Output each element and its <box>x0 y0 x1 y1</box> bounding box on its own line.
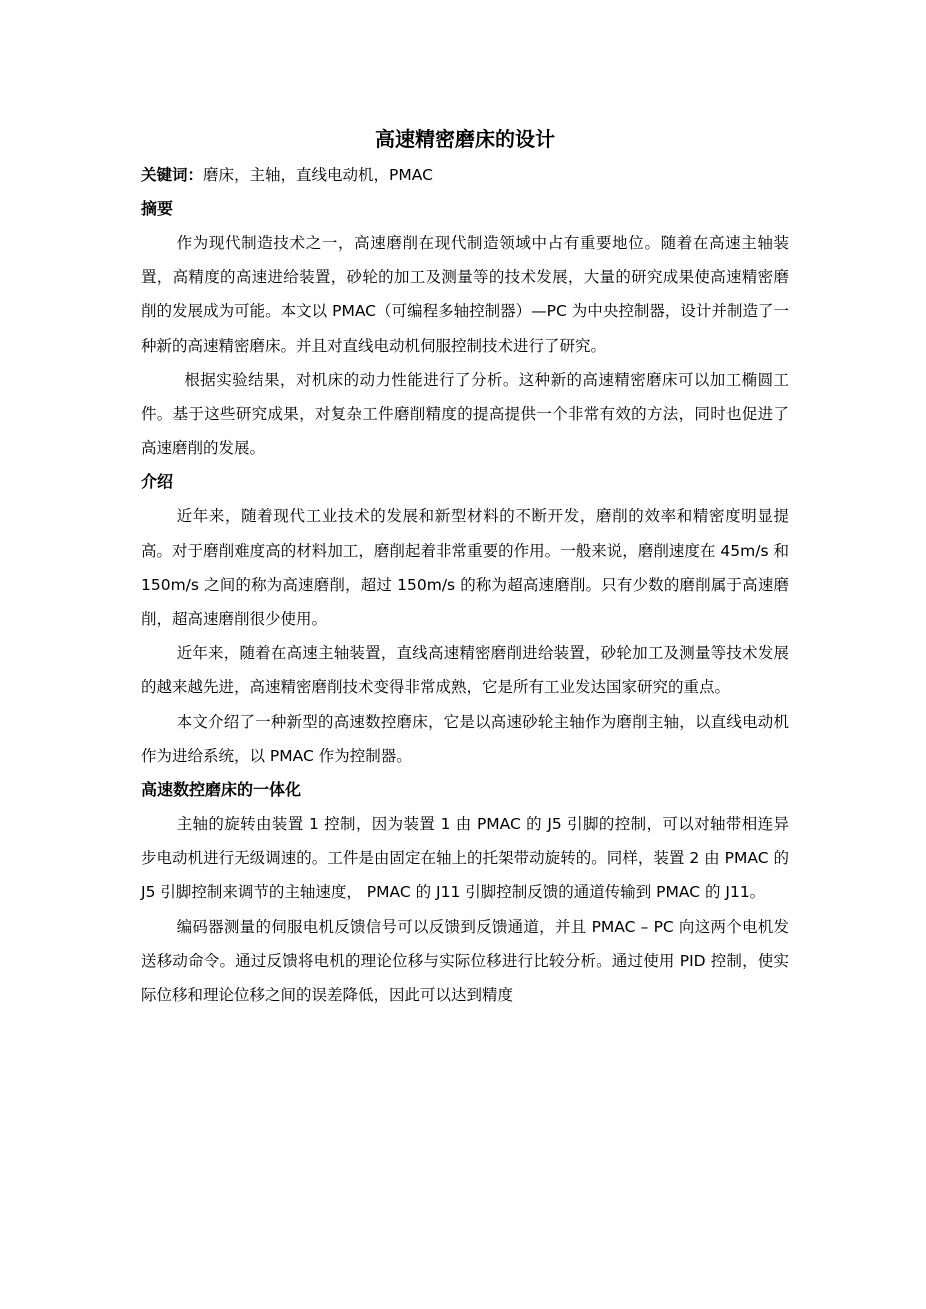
document-page <box>141 120 789 1012</box>
section-heading-abstract: 摘要 <box>141 199 174 218</box>
keywords-label: 关键词： <box>141 166 204 184</box>
paragraph: 近年来，随着现代工业技术的发展和新型材料的不断开发，磨削的效率和精密度明显提高。对于磨削难度高的材料加工，磨削起着非常重要的作用。一般来说，磨削速度在 45m/s 和 150m/s 之间的称为高速磨削，超过 150m/s 的称为超高速磨削。只有少数的磨削属于高速磨削，超高速磨削很少使用。 <box>141 507 789 629</box>
paragraph: 本文介绍了一种新型的高速数控磨床，它是以高速砂轮主轴作为磨削主轴，以直线电动机作为进给系统，以 PMAC 作为控制器。 <box>141 712 789 765</box>
keywords-value: 磨床，主轴，直线电动机，PMAC <box>203 166 433 184</box>
keywords-line <box>141 158 789 192</box>
section-heading-intro: 介绍 <box>141 472 174 492</box>
section-heading-integration: 高速数控磨床的一体化 <box>141 780 302 800</box>
document-title: 高速精密磨床的设计 <box>375 127 555 151</box>
paragraph: 近年来，随着在高速主轴装置，直线高速精密磨削进给装置，砂轮加工及测量等技术发展的越来越先进，高速精密磨削技术变得非常成熟，它是所有工业发达国家研究的重点。 <box>141 644 789 697</box>
paragraph: 主轴的旋转由装置 1 控制，因为装置 1 由 PMAC 的 J5 引脚的控制，可以对轴带相连异步电动机进行无级调速的。工件是由固定在轴上的托架带动旋转的。同样，装置 2 由 PMAC 的 J5 引脚控制来调节的主轴速度， PMAC 的 J11 引脚控制反馈的通道传输到 PMAC 的 J11。 <box>141 815 789 902</box>
paragraph: 编码器测量的伺服电机反馈信号可以反馈到反馈通道，并且 PMAC – PC 向这两个电机发送移动命令。通过反馈将电机的理论位移与实际位移进行比较分析。通过使用 PID 控制，使实际位移和理论位移之间的误差降低，因此可以达到精度 <box>141 917 789 1005</box>
paragraph: 根据实验结果，对机床的动力性能进行了分析。这种新的高速精密磨床可以加工椭圆工件。基于这些研究成果，对复杂工件磨削精度的提高提供一个非常有效的方法，同时也促进了高速磨削的发展。 <box>141 370 789 458</box>
paragraph: 作为现代制造技术之一，高速磨削在现代制造领域中占有重要地位。随着在高速主轴装置，高精度的高速进给装置，砂轮的加工及测量等的技术发展，大量的研究成果使高速精密磨削的发展成为可能。本文以 PMAC（可编程多轴控制器）—PC 为中央控制器，设计并制造了一种新的高速精密磨床。并且对直线电动机伺服控制技术进行了研究。 <box>141 234 789 355</box>
